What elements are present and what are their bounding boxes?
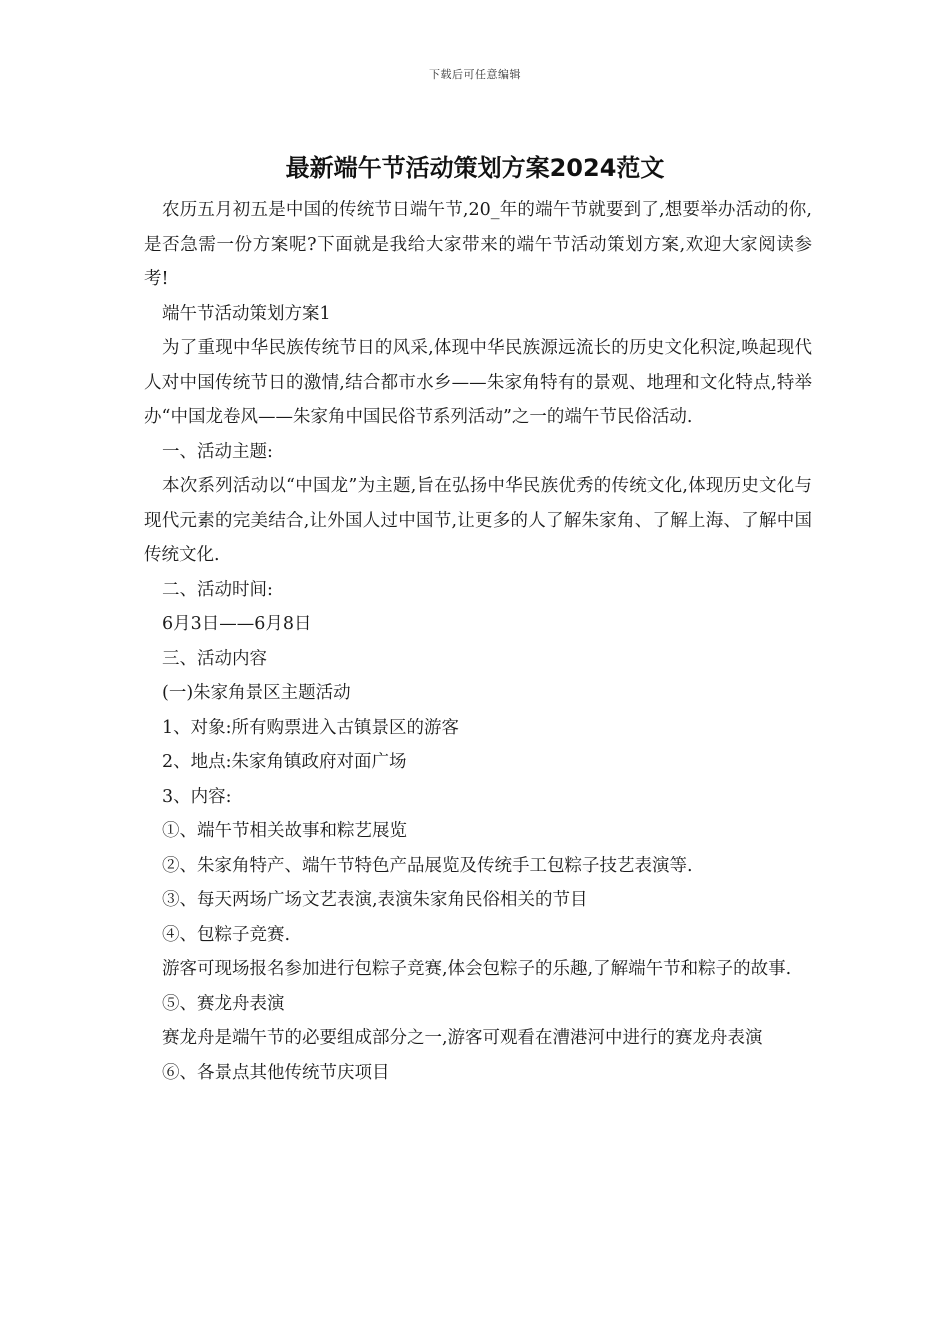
body-paragraph: 为了重现中华民族传统节日的风采,体现中华民族源远流长的历史文化积淀,唤起现代人对中国传统节日的激情,结合都市水乡——朱家角特有的景观、地理和文化特点,特举办“中国龙卷风——朱家角中国民俗节系列活动”之一的端午节民俗活动. <box>144 338 812 427</box>
list-item: ①、端午节相关故事和粽艺展览 <box>162 821 407 841</box>
list-item: ④、包粽子竞赛. <box>162 924 291 945</box>
document-body <box>144 193 812 1090</box>
list-item: ⑤、赛龙舟表演 <box>162 993 285 1014</box>
section-heading: 一、活动主题: <box>162 441 273 462</box>
body-paragraph: 本次系列活动以“中国龙”为主题,旨在弘扬中华民族优秀的传统文化,体现历史文化与现代元素的完美结合,让外国人过中国节,让更多的人了解朱家角、了解上海、了解中国传统文化. <box>144 476 812 565</box>
body-paragraph: 游客可现场报名参加进行包粽子竞赛,体会包粽子的乐趣,了解端午节和粽子的故事. <box>162 959 792 979</box>
section-heading: 三、活动内容 <box>162 648 267 669</box>
list-item: 1、对象:所有购票进入古镇景区的游客 <box>162 717 460 738</box>
list-item: ②、朱家角特产、端午节特色产品展览及传统手工包粽子技艺表演等. <box>162 855 693 876</box>
body-paragraph: 6月3日——6月8日 <box>162 614 312 634</box>
document-title: 最新端午节活动策划方案2024范文 <box>285 154 665 182</box>
list-item: ③、每天两场广场文艺表演,表演朱家角民俗相关的节目 <box>162 890 588 910</box>
list-item: 3、内容: <box>162 786 232 807</box>
list-item: 2、地点:朱家角镇政府对面广场 <box>162 752 407 772</box>
header-note: 下载后可任意编辑 <box>429 68 521 81</box>
section-heading: 二、活动时间: <box>162 579 273 600</box>
section-heading: 端午节活动策划方案1 <box>162 303 331 324</box>
body-paragraph: 赛龙舟是端午节的必要组成部分之一,游客可观看在漕港河中进行的赛龙舟表演 <box>162 1028 763 1048</box>
subsection-heading: (一)朱家角景区主题活动 <box>162 683 351 703</box>
intro-paragraph: 农历五月初五是中国的传统节日端午节,20_年的端午节就要到了,想要举办活动的你,是否急需一份方案呢?下面就是我给大家带来的端午节活动策划方案,欢迎大家阅读参考! <box>144 200 812 289</box>
list-item: ⑥、各景点其他传统节庆项目 <box>162 1062 390 1083</box>
